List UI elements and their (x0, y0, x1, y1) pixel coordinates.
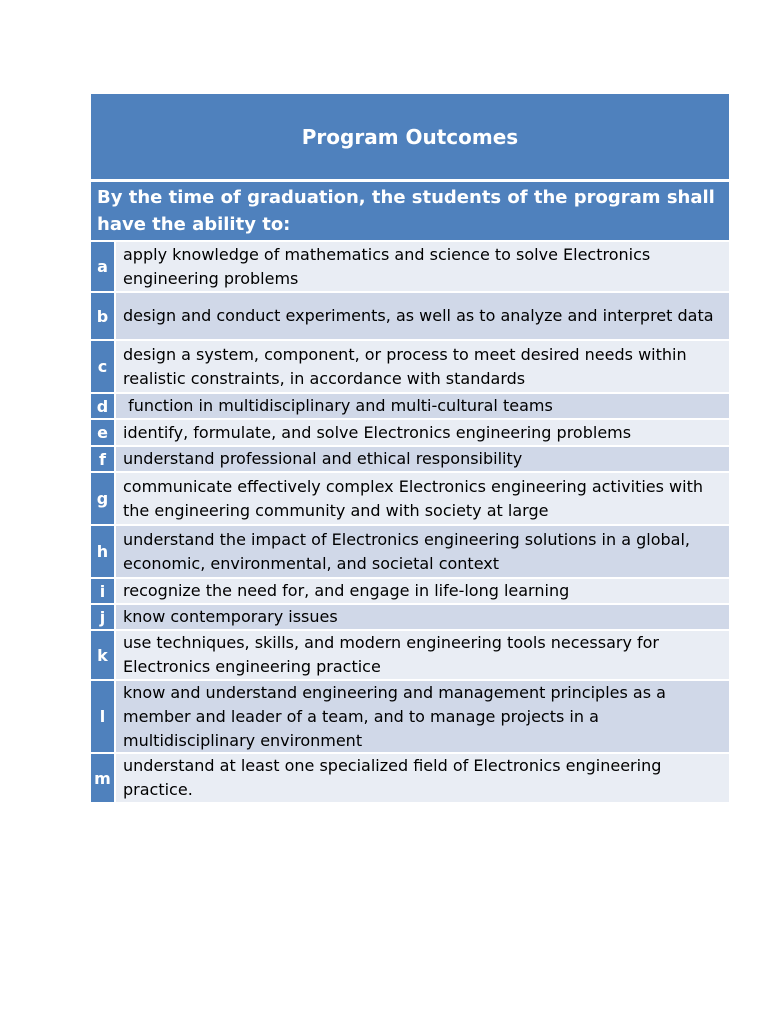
outcome-text: understand the impact of Electronics engineering solutions in a global, economic, environmental, and societal context (116, 526, 729, 577)
outcome-letter: g (91, 473, 116, 524)
outcome-letter: d (91, 394, 116, 418)
outcome-letter: i (91, 579, 116, 603)
table-row (91, 631, 729, 681)
outcome-text: identify, formulate, and solve Electronics engineering problems (116, 420, 729, 445)
outcome-letter: m (91, 754, 116, 802)
outcome-letter: b (91, 293, 116, 339)
table-row (91, 394, 729, 420)
table-row (91, 341, 729, 394)
program-outcomes-table (91, 94, 729, 802)
outcome-letter: k (91, 631, 116, 679)
outcome-text: know contemporary issues (116, 605, 729, 629)
outcome-text: function in multidisciplinary and multi-cultural teams (116, 394, 729, 418)
outcome-text: know and understand engineering and management principles as a member and leader of a team, and to manage projects in a multidisciplinary environment (116, 681, 729, 752)
table-row (91, 242, 729, 293)
outcome-letter: j (91, 605, 116, 629)
outcome-text: design a system, component, or process to meet desired needs within realistic constraints, in accordance with standards (116, 341, 729, 392)
table-row (91, 526, 729, 579)
outcome-letter: e (91, 420, 116, 445)
outcome-letter: f (91, 447, 116, 471)
table-row (91, 293, 729, 341)
outcome-text: understand at least one specialized field of Electronics engineering practice. (116, 754, 729, 802)
table-row (91, 681, 729, 754)
table-row (91, 579, 729, 605)
outcome-text: recognize the need for, and engage in life-long learning (116, 579, 729, 603)
table-row (91, 473, 729, 526)
table-row (91, 420, 729, 447)
outcome-text: use techniques, skills, and modern engineering tools necessary for Electronics engineering practice (116, 631, 729, 679)
table-title: Program Outcomes (91, 94, 729, 182)
outcome-text: apply knowledge of mathematics and science to solve Electronics engineering problems (116, 242, 729, 291)
outcome-text: understand professional and ethical responsibility (116, 447, 729, 471)
outcome-letter: h (91, 526, 116, 577)
table-row (91, 447, 729, 473)
table-row (91, 754, 729, 802)
outcome-text: design and conduct experiments, as well as to analyze and interpret data (116, 293, 729, 339)
outcome-letter: l (91, 681, 116, 752)
table-row (91, 605, 729, 631)
outcome-letter: a (91, 242, 116, 291)
outcome-text: communicate effectively complex Electronics engineering activities with the engineering community and with society at large (116, 473, 729, 524)
table-intro: By the time of graduation, the students of the program shall have the ability to: (91, 182, 729, 242)
outcome-letter: c (91, 341, 116, 392)
